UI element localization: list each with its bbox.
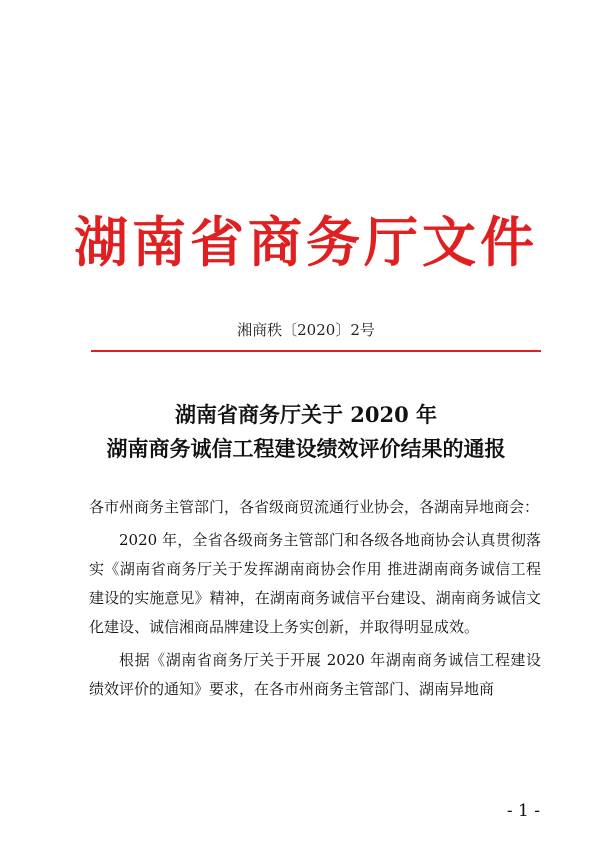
page-number: - 1 - [506,801,540,821]
red-divider-line [91,350,541,352]
addressee-paragraph: 各市州商务主管部门，各省级商贸流通行业协会，各湖南异地商会： [89,498,540,516]
document-title [0,398,612,466]
document-masthead: 湖南省商务厅文件 [74,211,538,274]
document-body [89,493,541,708]
document-number: 湘商秩〔2020〕2号 [237,321,375,339]
body-paragraph-2: 根据《湖南省商务厅关于开展 2020 年湖南商务诚信工程建设绩效评价的通知》要求，在各市州商务主管部门、湖南异地商 [89,651,541,698]
body-paragraph-1: 2020 年，全省各级商务主管部门和各级各地商协会认真贯彻落实《湖南省商务厅关于发挥湖南商协会作用 推进湖南商务诚信工程建设的实施意见》精神，在湖南商务诚信平台建设、湖南商务诚信文化建设、诚信湘商品牌建设上务实创新，并取得明显成效。 [89,531,541,636]
title-line-2: 湖南商务诚信工程建设绩效评价结果的通报 [106,436,506,461]
title-line-1: 湖南省商务厅关于 2020 年 [174,402,438,427]
